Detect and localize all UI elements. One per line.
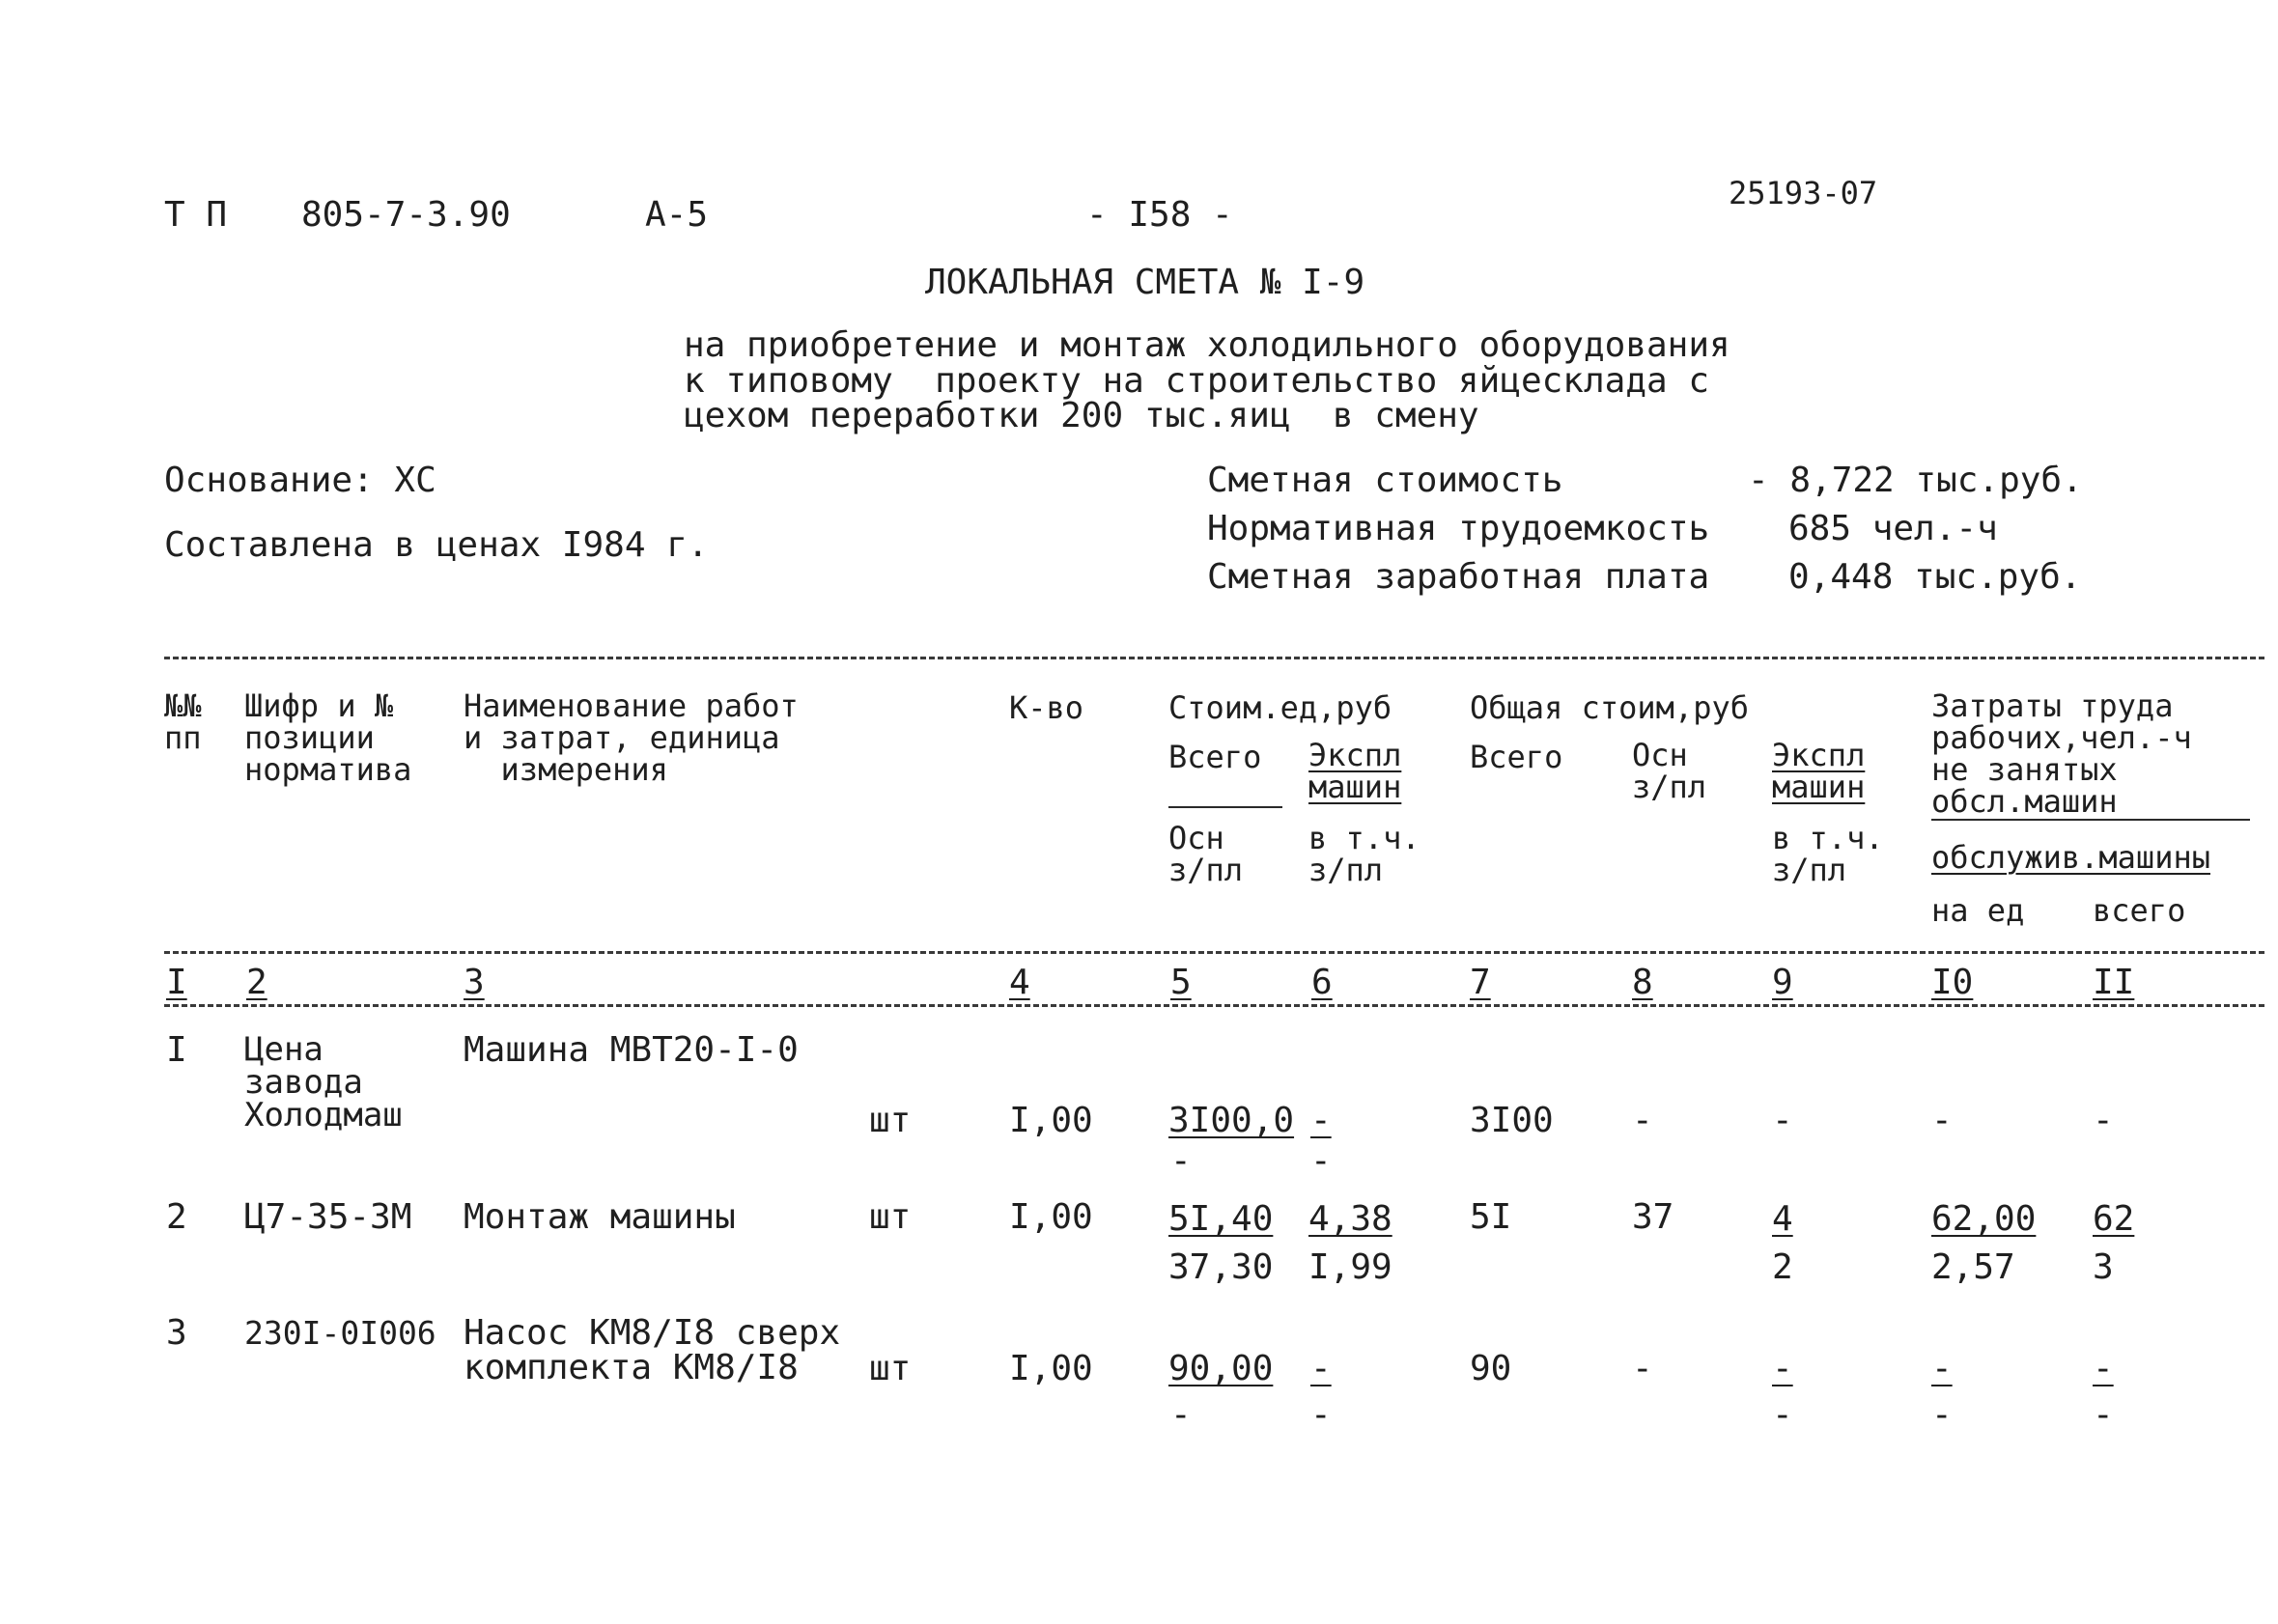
unit-total-underline	[1168, 806, 1282, 808]
row-code: Ц7-35-3М	[244, 1197, 412, 1237]
subtitle-line-3: цехом переработки 200 тыс.яиц в смену	[684, 396, 1479, 435]
row-unit-mach: 4,38	[1308, 1199, 1392, 1239]
row-number: 3	[166, 1313, 187, 1353]
column-number: I0	[1931, 963, 1974, 1002]
row-labor-unit-2: -	[1931, 1395, 1953, 1435]
col-header-labor-serv: обслужив.машины	[1931, 839, 2210, 876]
row-name: Монтаж машины	[464, 1197, 736, 1237]
column-number: 6	[1311, 963, 1333, 1002]
row-unit-total: 3I00,0	[1168, 1101, 1295, 1140]
row-name: Насос КМ8/I8 сверх комплекта КМ8/I8	[464, 1313, 841, 1387]
row-labor-all-2: 3	[2093, 1247, 2114, 1287]
col-header-total-all: Всего	[1470, 739, 1563, 775]
subtitle-line-2: к типовому проекту на строительство яйцесклада с	[684, 361, 1710, 401]
table-top-rule	[164, 657, 2264, 659]
row-mach: -	[1772, 1101, 1793, 1140]
row-mach: 4	[1772, 1199, 1793, 1239]
col-header-labor-all: всего	[2093, 892, 2186, 929]
summary-label-cost: Сметная стоимость	[1207, 461, 1563, 500]
col-header-total-cost: Общая стоим,руб	[1470, 689, 1749, 726]
col-header-unit-incl: в т.ч. з/пл	[1308, 820, 1420, 888]
row-number: I	[166, 1030, 187, 1070]
document-title: ЛОКАЛЬНАЯ СМЕТА № I-9	[925, 263, 1365, 302]
col-header-unit-total: Всего	[1168, 739, 1262, 775]
summary-value-labor: 685 чел.-ч	[1788, 509, 1998, 548]
row-total: 5I	[1470, 1197, 1512, 1237]
row-code: Цена завода Холодмаш	[244, 1030, 403, 1134]
column-number: 8	[1632, 963, 1653, 1002]
row-unit: шт	[869, 1197, 912, 1237]
album-label: А-5	[645, 195, 709, 235]
summary-label-wages: Сметная заработная плата	[1207, 557, 1710, 597]
row-qty: I,00	[1009, 1197, 1093, 1237]
col-header-unit-mach: Экспл машин	[1308, 737, 1402, 805]
row-unit: шт	[869, 1349, 912, 1388]
summary-value-wages: 0,448 тыс.руб.	[1788, 557, 2082, 597]
col-header-qty: К-во	[1009, 689, 1084, 726]
registration-stamp: 25193-07	[1729, 175, 1878, 211]
col-header-labor: Затраты труда рабочих,чел.-ч не занятых обсл.машин	[1931, 687, 2192, 820]
row-unit-mach: -	[1310, 1101, 1332, 1140]
row-labor-all: 62	[2093, 1199, 2135, 1239]
row-unit-incl: -	[1310, 1395, 1332, 1435]
row-labor-unit: 62,00	[1931, 1199, 2037, 1239]
row-total: 3I00	[1470, 1101, 1554, 1140]
column-number: 7	[1470, 963, 1491, 1002]
header-bottom-rule	[164, 951, 2264, 954]
row-unit-incl: -	[1310, 1141, 1332, 1181]
row-mach: -	[1772, 1349, 1793, 1388]
row-unit-base: 37,30	[1168, 1247, 1274, 1287]
row-labor-all: -	[2093, 1349, 2114, 1388]
row-code: 230I-0I006	[244, 1314, 436, 1352]
row-labor-unit-2: 2,57	[1931, 1247, 2015, 1287]
row-total: 90	[1470, 1349, 1512, 1388]
row-unit-total: 90,00	[1168, 1349, 1274, 1388]
column-number: 3	[464, 963, 485, 1002]
page-number: - I58 -	[1086, 195, 1233, 235]
col-header-number: №№ пп	[164, 687, 202, 756]
summary-value-cost: - 8,722 тыс.руб.	[1748, 461, 2083, 500]
col-header-unit-cost: Стоим.ед,руб	[1168, 689, 1392, 726]
row-labor-all: -	[2093, 1101, 2114, 1140]
row-base: -	[1632, 1349, 1653, 1388]
labor-header-underline	[1931, 819, 2250, 821]
prices-year-text: Составлена в ценах I984 г.	[164, 525, 709, 565]
row-labor-all-2: -	[2093, 1395, 2114, 1435]
col-header-name: Наименование работ и затрат, единица измерения	[464, 687, 799, 788]
column-number: II	[2093, 963, 2135, 1002]
column-number: 9	[1772, 963, 1793, 1002]
row-mach-incl: -	[1772, 1395, 1793, 1435]
column-number: 4	[1009, 963, 1030, 1002]
col-header-total-mach: Экспл машин	[1772, 737, 1866, 805]
col-header-labor-unit: на ед	[1931, 892, 2025, 929]
project-code: 805-7-3.90	[301, 195, 511, 235]
column-number: 2	[246, 963, 267, 1002]
col-header-code: Шифр и № позиции норматива	[244, 687, 412, 788]
row-mach-incl: 2	[1772, 1247, 1793, 1287]
row-unit-total: 5I,40	[1168, 1199, 1274, 1239]
basis-text: Основание: ХС	[164, 461, 436, 500]
col-header-unit-base: Осн з/пл	[1168, 820, 1244, 888]
series-label: Т П	[164, 195, 228, 235]
subtitle-line-1: на приобретение и монтаж холодильного оборудования	[684, 325, 1730, 365]
column-number: 5	[1170, 963, 1192, 1002]
row-labor-unit: -	[1931, 1349, 1953, 1388]
row-qty: I,00	[1009, 1101, 1093, 1140]
row-unit-base: -	[1170, 1141, 1192, 1181]
row-number: 2	[166, 1197, 187, 1237]
summary-label-labor: Нормативная трудоемкость	[1207, 509, 1710, 548]
row-unit: шт	[869, 1101, 912, 1140]
row-name: Машина МВТ20-I-0	[464, 1030, 799, 1070]
col-header-total-incl: в т.ч. з/пл	[1772, 820, 1884, 888]
row-base: 37	[1632, 1197, 1674, 1237]
row-unit-incl: I,99	[1308, 1247, 1392, 1287]
row-unit-mach: -	[1310, 1349, 1332, 1388]
numbers-bottom-rule	[164, 1004, 2264, 1007]
row-labor-unit: -	[1931, 1101, 1953, 1140]
row-unit-base: -	[1170, 1395, 1192, 1435]
col-header-total-base: Осн з/пл	[1632, 737, 1707, 805]
row-qty: I,00	[1009, 1349, 1093, 1388]
column-number: I	[166, 963, 187, 1002]
row-base: -	[1632, 1101, 1653, 1140]
